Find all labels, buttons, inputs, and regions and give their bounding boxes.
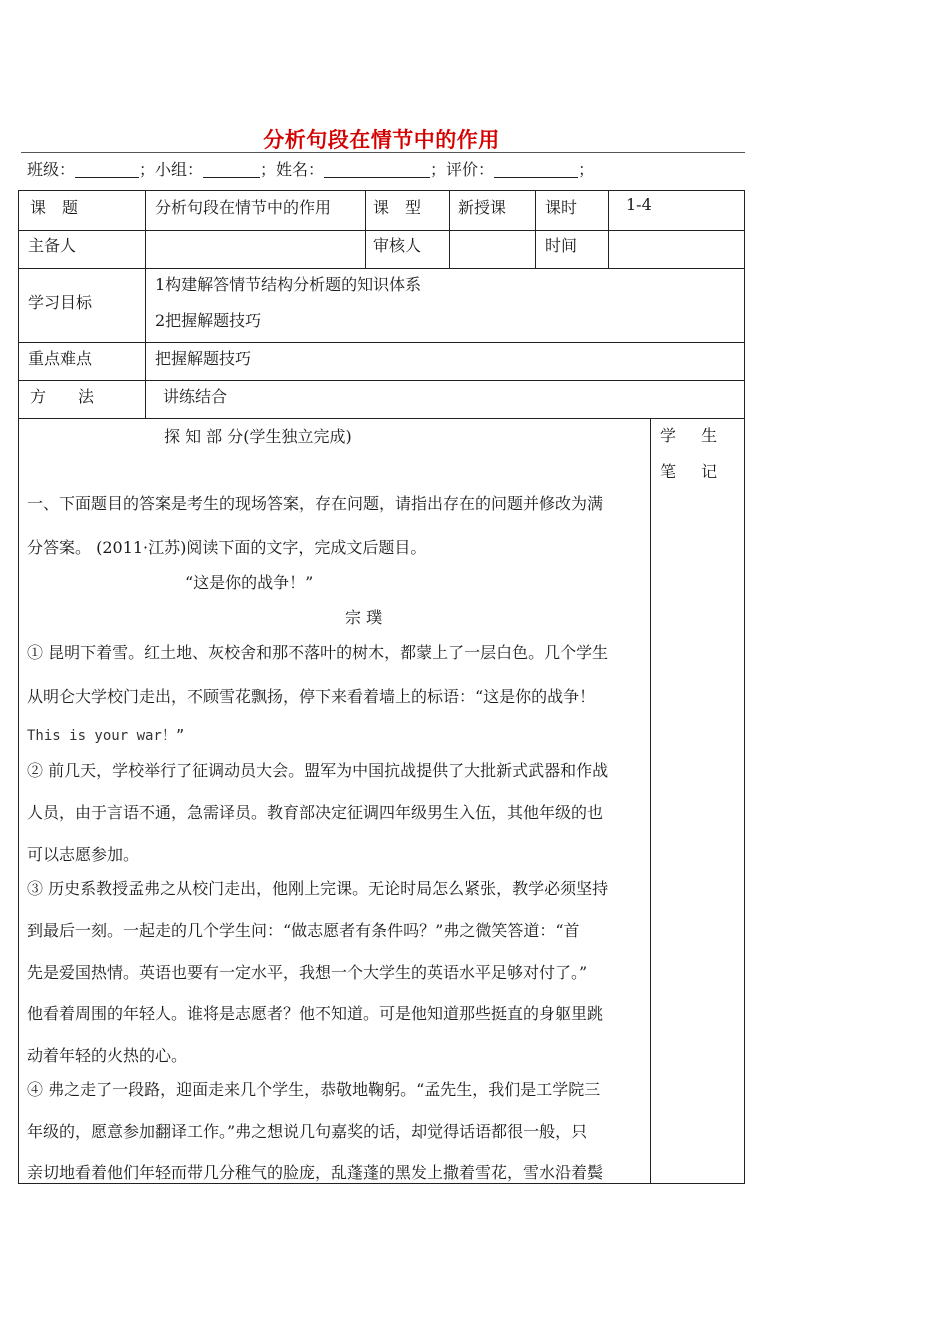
passage-line: ④ 弗之走了一段路，迎面走来几个学生，恭敬地鞠躬。“孟先生，我们是工学院三 xyxy=(27,1080,601,1099)
passage-line: 他看着周围的年轻人。谁将是志愿者？他不知道。可是他知道那些挺直的身躯里跳 xyxy=(27,1004,604,1023)
notes-label-bottom: 笔 记 xyxy=(660,462,728,481)
passage-line: 人员，由于言语不通，急需译员。教育部决定征调四年级男生入伍，其他年级的也 xyxy=(27,803,604,822)
page-title: 分析句段在情节中的作用 xyxy=(263,128,500,152)
passage-line: 亲切地看着他们年轻而带几分稚气的脸庞，乱蓬蓬的黑发上撒着雪花，雪水沿着鬓 xyxy=(27,1163,604,1182)
name-label: ；姓名： xyxy=(260,160,325,179)
key-label: 重点难点 xyxy=(28,349,93,368)
eval-label: ；评价： xyxy=(430,160,495,179)
author-label: 主备人 xyxy=(28,236,77,255)
type-value: 新授课 xyxy=(458,198,507,217)
type-label: 课 型 xyxy=(373,198,422,217)
passage-line: 从明仑大学校门走出，不顾雪花飘扬，停下来看着墙上的标语：“这是你的战争！ xyxy=(27,687,596,706)
method-label: 方 法 xyxy=(30,387,95,406)
notes-label-top: 学 生 xyxy=(660,426,728,445)
hours-value: 1-4 xyxy=(626,195,652,214)
passage-line: 先是爱国热情。英语也要有一定水平，我想一个大学生的英语水平足够对付了。” xyxy=(27,963,588,982)
group-label: ；小组： xyxy=(139,160,204,179)
class-label: 班级： xyxy=(27,160,76,179)
passage-line: 到最后一刻。一起走的几个学生问：“做志愿者有条件吗？”弗之微笑答道：“首 xyxy=(27,921,580,940)
section-heading: 探 知 部 分(学生独立完成) xyxy=(164,427,352,446)
method-value: 讲练结合 xyxy=(163,387,228,406)
passage-line: ③ 历史系教授孟弗之从校门走出，他刚上完课。无论时局怎么紧张，教学必须坚持 xyxy=(27,879,609,898)
passage-line: 分答案。 (2011·江苏)阅读下面的文字，完成文后题目。 xyxy=(27,538,427,557)
passage-line: 可以志愿参加。 xyxy=(27,845,140,864)
passage-line: ② 前几天，学校举行了征调动员大会。盟军为中国抗战提供了大批新式武器和作战 xyxy=(27,761,609,780)
reviewer-label: 审核人 xyxy=(373,236,422,255)
goal-label: 学习目标 xyxy=(28,293,93,312)
goal-item: 1构建解答情节结构分析题的知识体系 xyxy=(155,275,422,294)
passage-line: This is your war！” xyxy=(27,728,185,744)
time-label: 时间 xyxy=(545,236,578,255)
hours-label: 课时 xyxy=(545,198,578,217)
passage-line: 年级的，愿意参加翻译工作。”弗之想说几句嘉奖的话，却觉得话语都很一般，只 xyxy=(27,1122,588,1141)
passage-line: 动着年轻的火热的心。 xyxy=(27,1046,188,1065)
passage-line: ① 昆明下着雪。红土地、灰校舍和那不落叶的树木，都蒙上了一层白色。几个学生 xyxy=(27,643,609,662)
passage-title: “这是你的战争！” xyxy=(185,573,314,592)
passage-author: 宗 璞 xyxy=(345,608,383,627)
info-end: ； xyxy=(578,160,595,179)
key-value: 把握解题技巧 xyxy=(155,349,252,368)
goal-item: 2把握解题技巧 xyxy=(155,311,262,330)
passage-line: 一、下面题目的答案是考生的现场答案，存在问题，请指出存在的问题并修改为满 xyxy=(27,494,604,513)
topic-value: 分析句段在情节中的作用 xyxy=(155,198,332,217)
topic-label: 课 题 xyxy=(30,198,79,217)
